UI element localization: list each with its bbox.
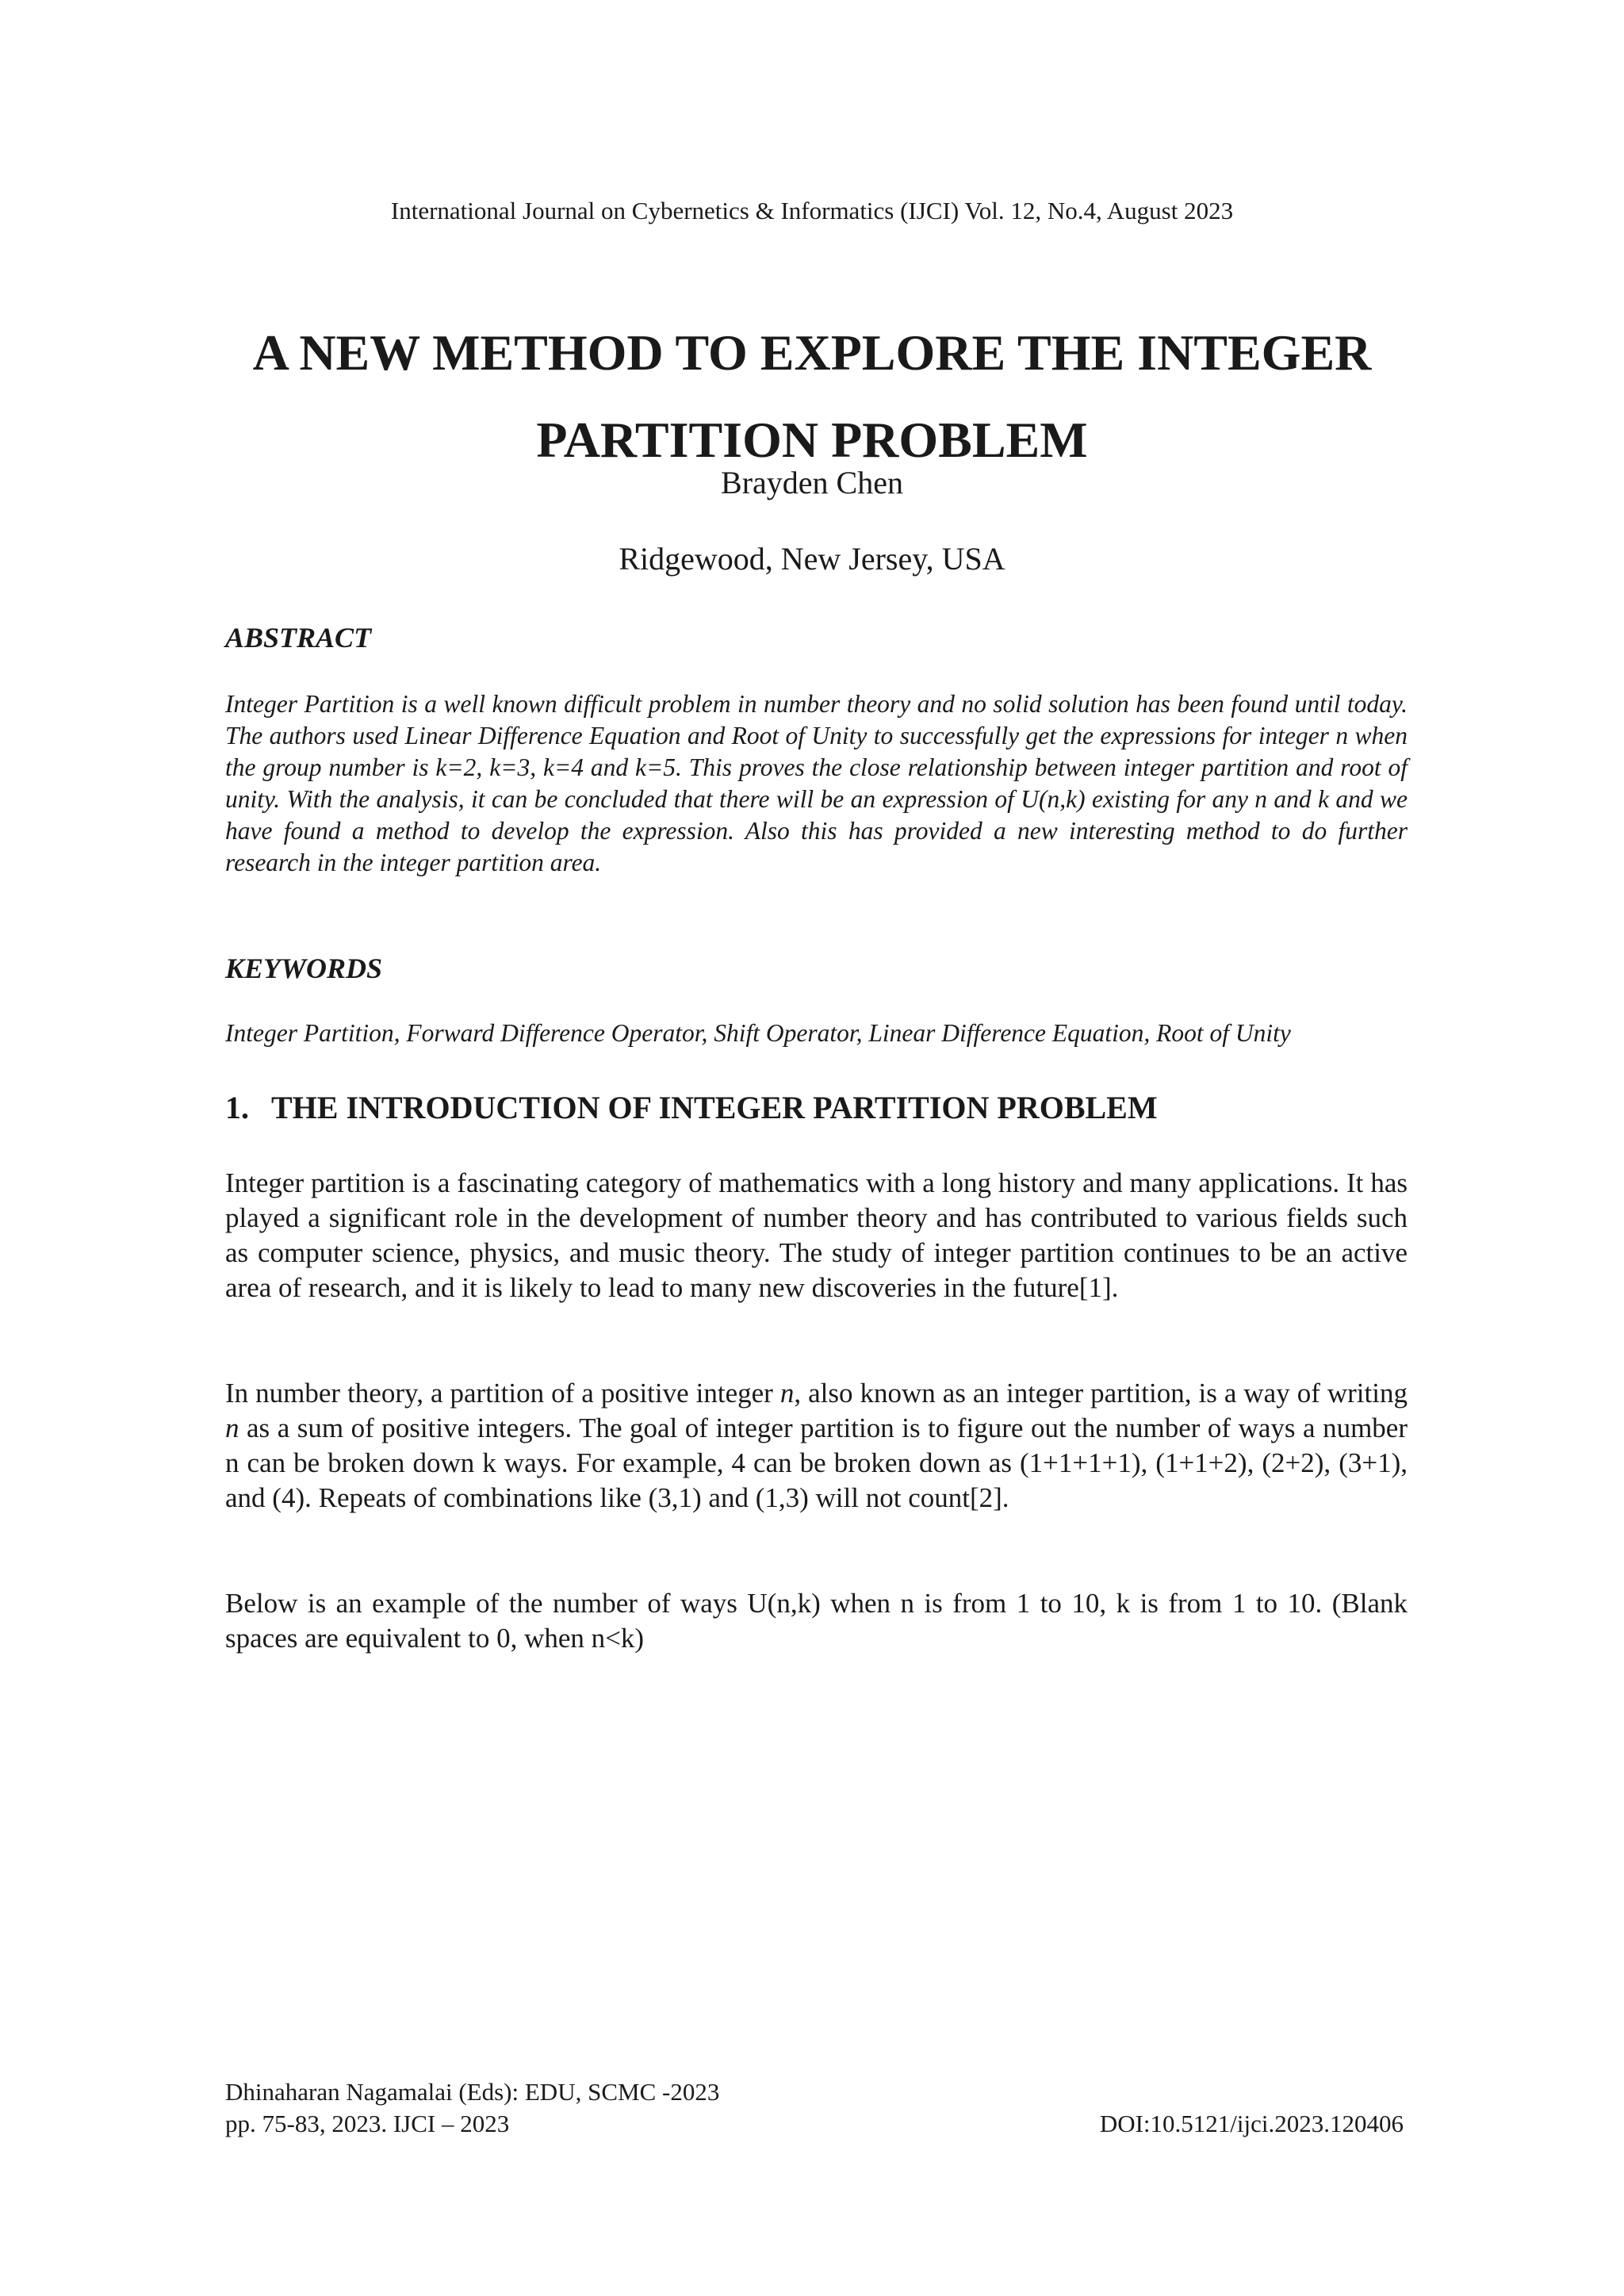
footer-doi: DOI:10.5121/ijci.2023.120406 <box>1099 2110 1404 2137</box>
variable-n: n <box>225 1412 239 1443</box>
abstract-heading: ABSTRACT <box>225 622 372 654</box>
paragraph-2-text-a: In number theory, a partition of a positive integer <box>225 1378 780 1409</box>
keywords-heading: KEYWORDS <box>225 953 383 984</box>
variable-n: n <box>779 1378 795 1409</box>
author-affiliation: Ridgewood, New Jersey, USA <box>619 541 1005 577</box>
section-title: THE INTRODUCTION OF INTEGER PARTITION PROBLEM <box>271 1090 1158 1125</box>
running-header: International Journal on Cybernetics & Informatics (IJCI) Vol. 12, No.4, August 2023 <box>390 197 1234 224</box>
section-number: 1. <box>225 1090 249 1125</box>
footer-pages: pp. 75-83, 2023. IJCI – 2023 <box>225 2110 510 2137</box>
paragraph-3: Below is an example of the number of ways U(n,k) when n is from 1 to 10, k is from 1 to 10. (Blank spaces are equivalent to 0, when n<k) <box>225 1588 1408 1654</box>
abstract-text: Integer Partition is a well known difficult problem in number theory and no solid solution has been found until today. The authors used Linear Difference Equation and Root of Unity to successfully get the expressions for integer n when the group number is k=2, k=3, k=4 and k=5. This proves the close relationship between integer partition and root of unity. With the analysis, it can be concluded that there will be an expression of U(n,k) existing for any n and k and we have found a method to develop the expression. Also this has provided a new interesting method to do further research in the integer partition area. <box>225 690 1408 876</box>
author-name: Brayden Chen <box>721 465 903 500</box>
paragraph-2-text-b: , also known as an integer partition, is a way of writing <box>794 1378 1408 1409</box>
paper-title: A NEW METHOD TO EXPLORE THE INTEGER PARTITION PROBLEM <box>252 324 1372 468</box>
paragraph-2-text-c: as a sum of positive integers. The goal of integer partition is to figure out the number of ways a number n can be broken down k ways. For example, 4 can be broken down as (1+1+1+1), (1+1+2), (2+2), (3+1), and (4). Repeats of combinations like (3,1) and (1,3) will not count[2]. <box>225 1412 1408 1513</box>
footer-editors: Dhinaharan Nagamalai (Eds): EDU, SCMC -2023 <box>225 2078 720 2106</box>
paragraph-1: Integer partition is a fascinating category of mathematics with a long history and many applications. It has played a significant role in the development of number theory and has contributed to various fields such as computer science, physics, and music theory. The study of integer partition continues to be an active area of research, and it is likely to lead to many new discoveries in the future[1]. <box>225 1167 1408 1303</box>
footer-citation <box>225 2076 719 2140</box>
keywords-text: Integer Partition, Forward Difference Operator, Shift Operator, Linear Difference Equation, Root of Unity <box>225 1019 1291 1047</box>
paragraph-2 <box>225 1376 1408 1516</box>
section-1-heading <box>225 1089 1408 1126</box>
